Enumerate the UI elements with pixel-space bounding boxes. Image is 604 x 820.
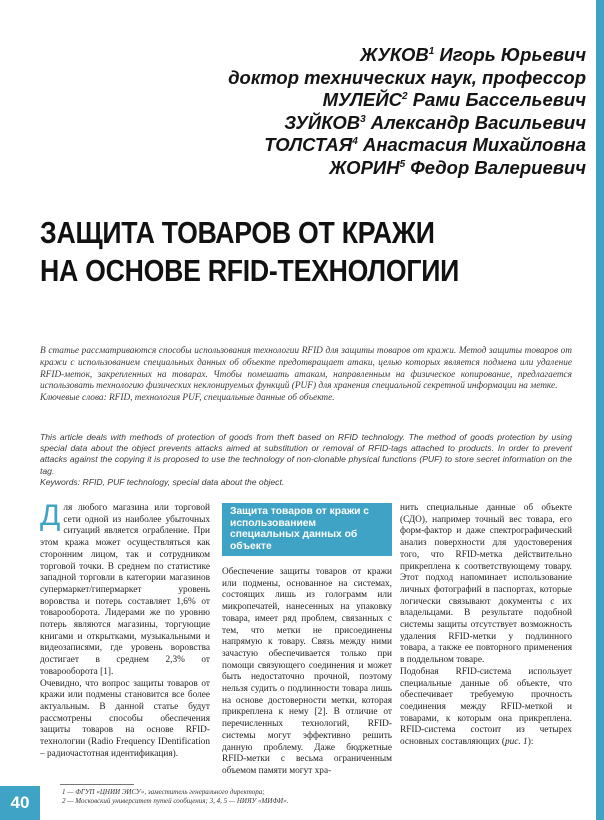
- author-line-5: [100, 157, 586, 180]
- body-paragraph: [40, 499, 210, 679]
- author-surname: ЖОРИН: [329, 156, 400, 178]
- body-column-2: [222, 503, 392, 778]
- author-given-name: Рами Бассельевич: [407, 89, 586, 110]
- paragraph-text: Подобная RFID-система использует специальные данные об объекте, что обеспечивает требуемую прочность соединения между RFID-меткой и товарами, к которым она прикреплена. RFID-система состоит из четырех основных составляющих (: [400, 666, 572, 748]
- article-title-line-2: НА ОСНОВЕ RFID-ТЕХНОЛОГИИ: [40, 253, 460, 288]
- footnote-ref: 2: [402, 90, 408, 102]
- section-heading: Защита товаров от кражи с использованием специальных данных об объекте: [222, 503, 392, 556]
- author-degree: доктор технических наук, профессор: [228, 66, 586, 88]
- drop-cap: Д: [40, 499, 61, 532]
- footnote-ref: 4: [352, 135, 358, 147]
- footnote-divider: [60, 784, 134, 785]
- keywords: Ключевые слова: RFID, технология PUF, специальные данные об объекте.: [40, 393, 335, 404]
- author-given-name: Игорь Юрьевич: [434, 44, 586, 65]
- footnote-ref: 1: [428, 45, 435, 57]
- body-column-1: [40, 499, 210, 760]
- page-number: 40: [0, 786, 40, 820]
- author-given-name: Александр Васильевич: [365, 111, 586, 133]
- abstract-text: В статье рассматриваются способы использования технологии RFID для защиты товаров от кражи. Метод защиты товаров от кражи с использованием специальных данных об объекте предотвращает атаки, целью которых является подмена или удаление RFID-меток, закрепленных на товарах. Чтобы помешать атакам, направленным на физическое копирование, предлагается использовать технологию физических неклонируемых функций (PUF) для хранения специальной секретной информации на метке.: [40, 346, 572, 392]
- body-column-3: [400, 503, 572, 749]
- author-surname: ЗУЙКОВ: [284, 111, 361, 133]
- paragraph-text: ля любого магазина или торговой сети одной из наиболее убыточных ситуаций является ограбление. При этом кража может осуществляться как сторонним лицом, так и сотрудником торговой точки. В среднем по статистике западной торговли в категории магазинов супермаркет/гипермаркет уровень воровства и потерь составляет 1,6% от товарооборота. Лидерами же по уровню потерь являются магазины, торгующие книгами и открытками, музыкальными и видеозаписями, где уровень воровства достигает в среднем 2,3% от товарооборота [1].: [40, 503, 210, 677]
- footnote-ref: 5: [399, 158, 406, 170]
- author-line-2: [100, 89, 586, 112]
- footnotes: [62, 788, 562, 807]
- footnote: 2 — Московский университет путей сообщения; 3, 4, 5 — НИЯУ «МИФИ».: [62, 797, 289, 806]
- body-paragraph: Обеспечение защиты товаров от кражи или подмены, основанное на системах, состоящих лишь из голограмм или микропечатей, нанесенных на упаковку товара, имеет ряд проблем, связанных с тем, что метки не присоединены напрямую к товару. Связь между ними зачастую обеспечивается только при помощи связующего соединения и может быть недостаточно прочной, поэтому нельзя судить о подлинности товара лишь на основе достоверности метки, которая прикреплена к нему [2]. В отличие от перечисленных технологий, RFID-системы могут эффективно решить данную проблему. Даже бюджетные RFID-метки с весьма ограниченным объемом памяти могут хра-: [222, 567, 392, 776]
- paragraph-text: ):: [527, 737, 534, 748]
- figure-reference: рис. 1: [504, 737, 528, 748]
- body-paragraph: нить специальные данные об объекте (СДО), например точный вес товара, его форм-фактор и даже спектрографический анализ поверхности для удостоверения того, что RFID-метка действительно прикреплена к соответствующему товару. Этот подход напоминает использование личных фотографий в паспортах, которые логически связывают документы с их владельцами. В результате подобной системы защиты отсутствует возможность удаления RFID-метки у подлинного товара, а также ее повторного применения в поддельном товаре.: [400, 503, 572, 666]
- abstract-english: [40, 432, 572, 488]
- author-line-4: [100, 134, 586, 157]
- page-edge-accent-bar: [596, 0, 604, 820]
- author-line-1: [100, 44, 586, 67]
- abstract-text: This article deals with methods of protection of goods from theft based on RFID technology. The method of goods protection by using special data about the object prevents attacks aimed at substitution or removal of RFID-tags attached to products. In order to prevent attacks against the copying it is proposed to use the technology of non-clonable physical functions (PUF) to store secret information on the tag.: [40, 432, 572, 476]
- author-given-name: Анастасия Михайловна: [357, 134, 586, 155]
- footnote-ref: 3: [360, 113, 366, 125]
- author-surname: МУЛЕЙС: [322, 89, 403, 110]
- article-title: [40, 214, 504, 290]
- body-paragraph: Очевидно, что вопрос защиты товаров от кражи или подмены становится все более актуальным. В данной статье будут рассмотрены способы обеспечения защиты товаров на основе RFID-технологии (Radio Frequency IDentification – радиочастотная идентификация).: [40, 678, 210, 759]
- author-given-name: Федор Валериевич: [405, 156, 586, 178]
- author-line-3: [100, 112, 586, 135]
- author-surname: ТОЛСТАЯ: [264, 134, 353, 155]
- keywords: Keywords: RFID, PUF technology, special data about the object.: [40, 476, 285, 487]
- abstract-russian: [40, 346, 572, 405]
- footnote: 1 — ФГУП «ЦНИИ ЭИСУ», заместитель генерального директора;: [62, 788, 265, 796]
- body-paragraph: [400, 667, 572, 749]
- author-block: [100, 44, 586, 179]
- author-surname: ЖУКОВ: [360, 44, 429, 65]
- article-title-line-1: ЗАЩИТА ТОВАРОВ ОТ КРАЖИ: [40, 215, 435, 250]
